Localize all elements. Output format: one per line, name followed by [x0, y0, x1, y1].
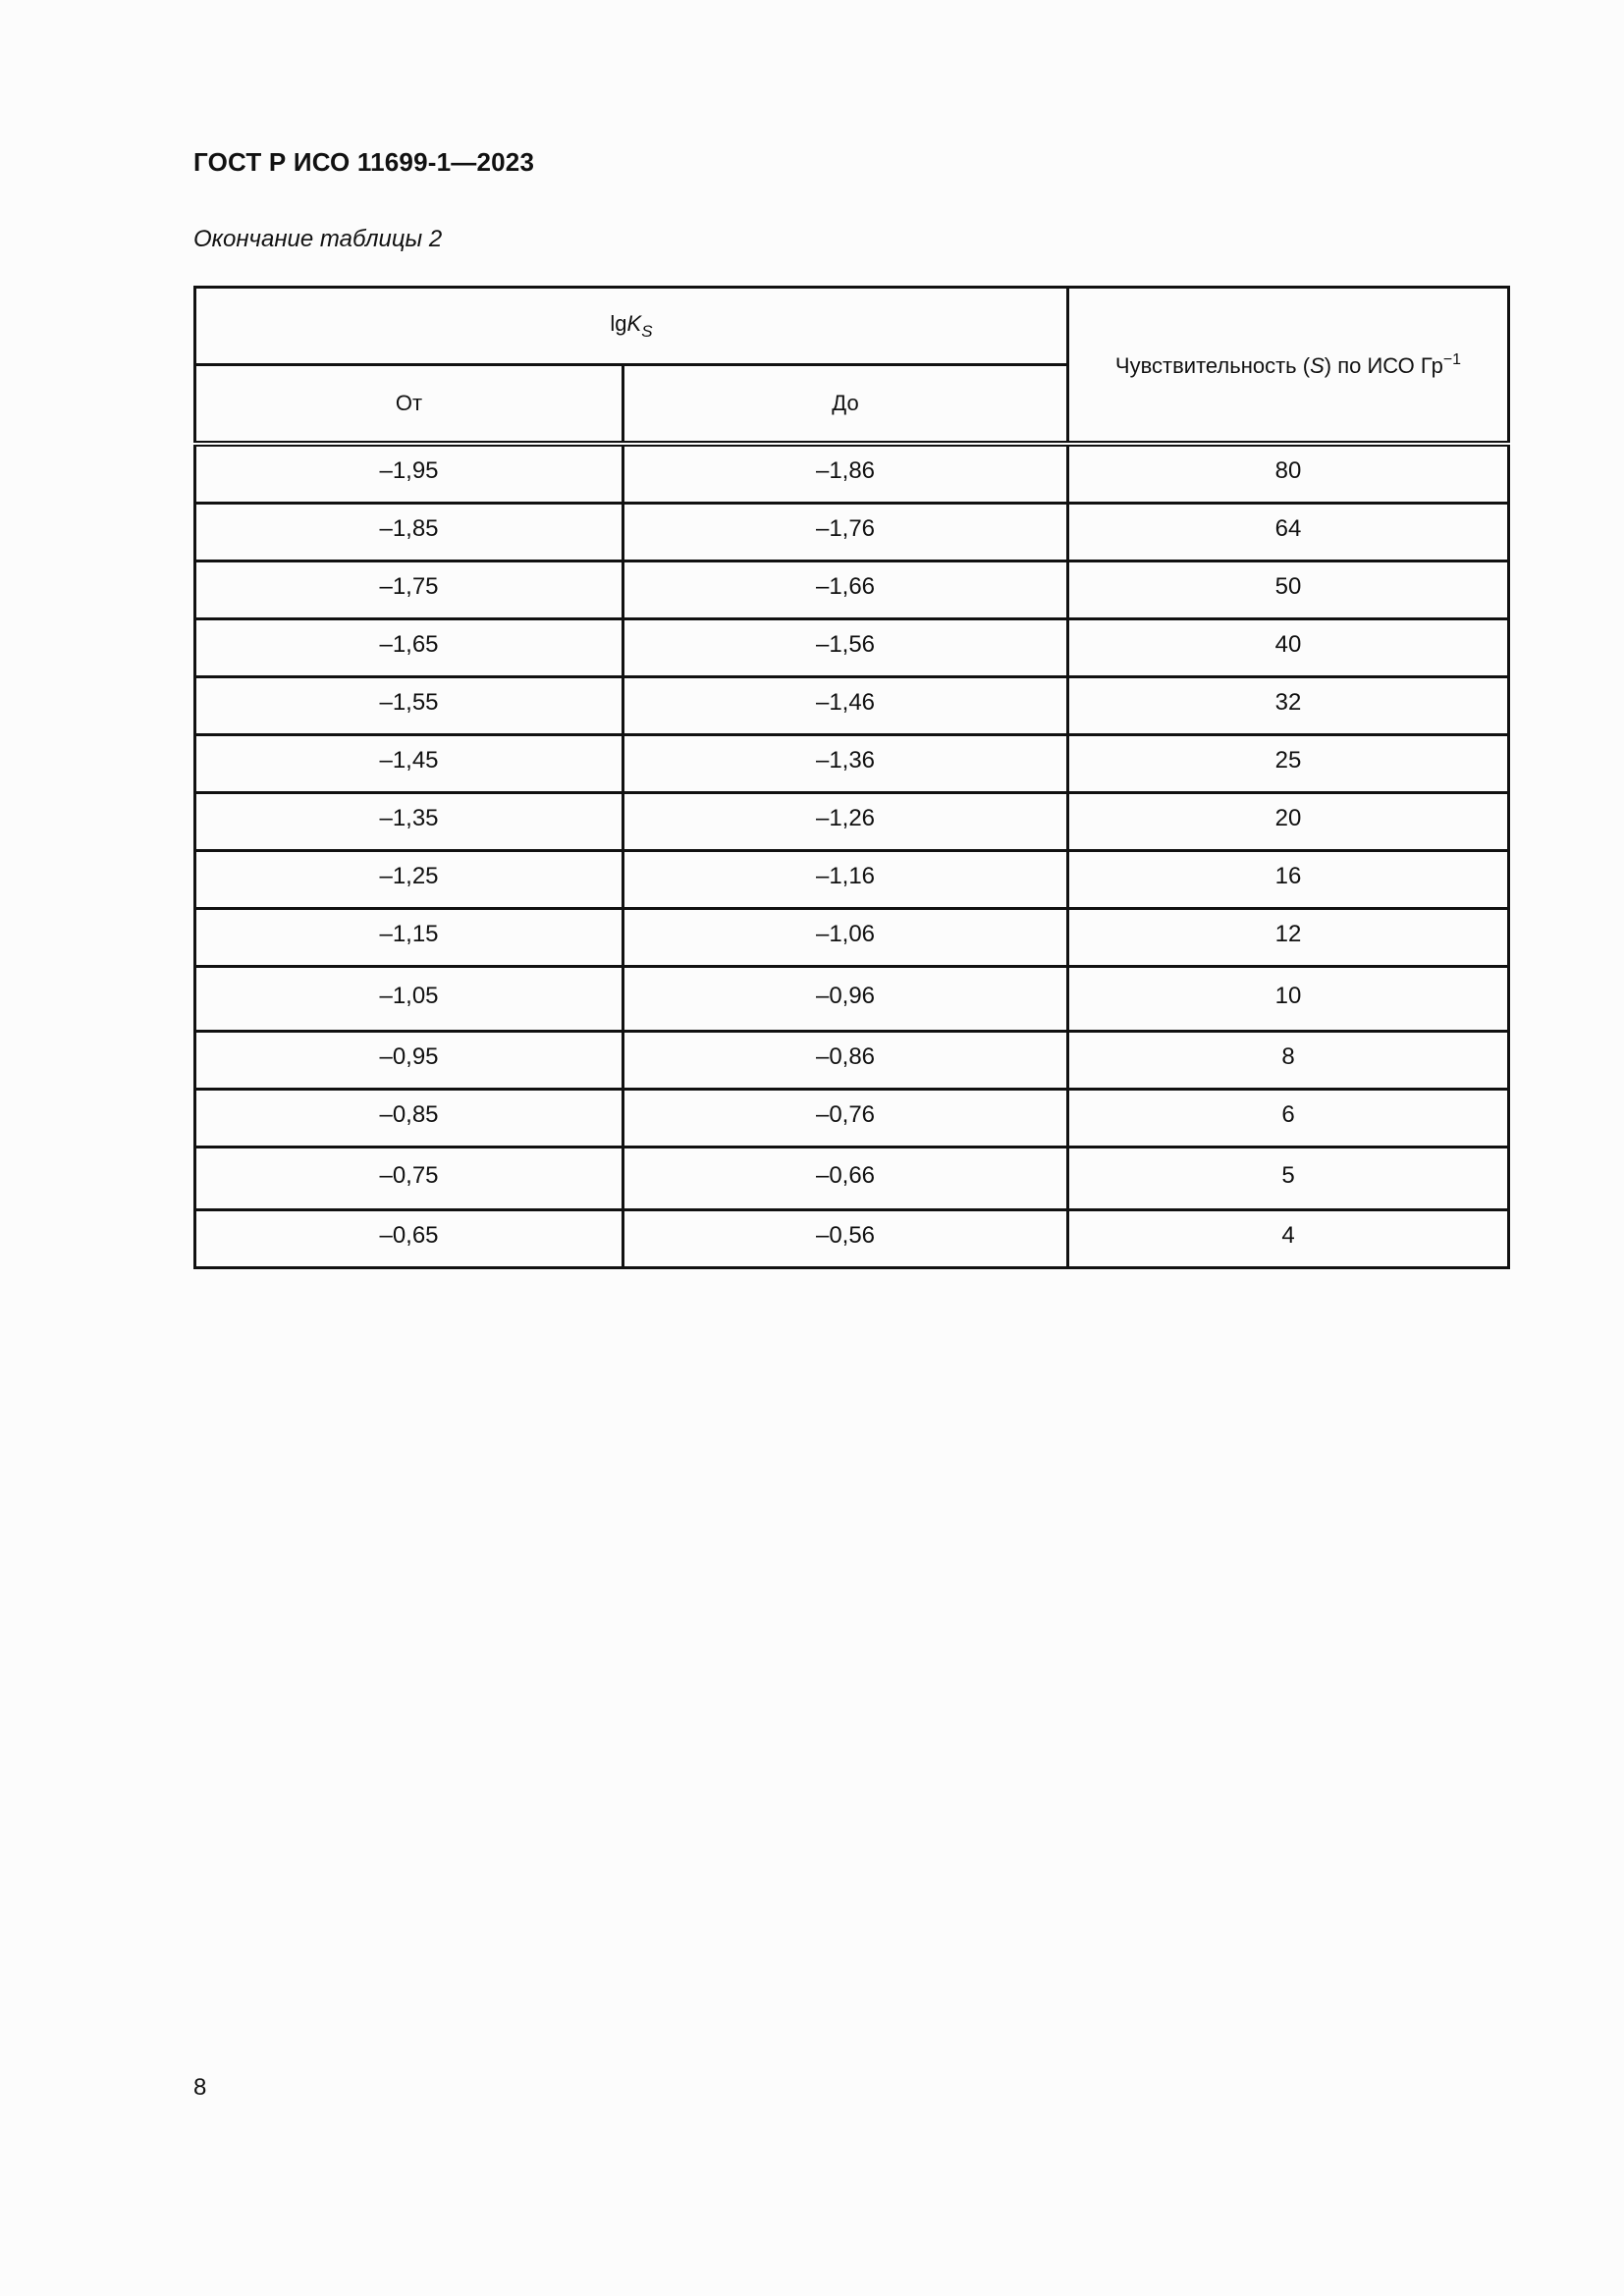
cell-to: –1,36 — [623, 735, 1068, 793]
sensitivity-header-superscript: −1 — [1442, 350, 1462, 368]
cell-to: –0,96 — [623, 967, 1068, 1032]
cell-from: –1,95 — [195, 444, 623, 504]
cell-sensitivity: 16 — [1068, 851, 1509, 909]
table-row — [195, 444, 1509, 504]
lgks-group-header — [195, 288, 1068, 365]
cell-from: –0,95 — [195, 1032, 623, 1090]
cell-sensitivity: 80 — [1068, 444, 1509, 504]
table-row — [195, 1090, 1509, 1148]
cell-sensitivity: 8 — [1068, 1032, 1509, 1090]
cell-to: –0,56 — [623, 1210, 1068, 1268]
cell-sensitivity: 4 — [1068, 1210, 1509, 1268]
sensitivity-header-symbol: S — [1310, 352, 1325, 378]
document-header: ГОСТ Р ИСО 11699-1—2023 — [193, 147, 535, 177]
cell-sensitivity: 32 — [1068, 677, 1509, 735]
column-header-from: От — [195, 365, 623, 445]
cell-to: –1,26 — [623, 793, 1068, 851]
table-row — [195, 1210, 1509, 1268]
cell-to: –1,56 — [623, 619, 1068, 677]
cell-sensitivity: 6 — [1068, 1090, 1509, 1148]
cell-from: –1,75 — [195, 561, 623, 619]
cell-sensitivity: 5 — [1068, 1148, 1509, 1210]
cell-sensitivity: 20 — [1068, 793, 1509, 851]
table-row — [195, 561, 1509, 619]
cell-to: –1,66 — [623, 561, 1068, 619]
table-row — [195, 504, 1509, 561]
sensitivity-table — [193, 286, 1510, 1269]
lgks-prefix: lg — [610, 310, 627, 336]
table-row — [195, 1148, 1509, 1210]
table-body — [195, 444, 1509, 1268]
cell-from: –1,25 — [195, 851, 623, 909]
table-caption: Окончание таблицы 2 — [193, 226, 443, 252]
table-row — [195, 619, 1509, 677]
table-row — [195, 793, 1509, 851]
table-row — [195, 1032, 1509, 1090]
table-row — [195, 851, 1509, 909]
table-header-row — [195, 288, 1509, 365]
table-row — [195, 967, 1509, 1032]
cell-from: –0,65 — [195, 1210, 623, 1268]
cell-sensitivity: 50 — [1068, 561, 1509, 619]
cell-sensitivity: 64 — [1068, 504, 1509, 561]
sensitivity-header — [1068, 288, 1509, 445]
cell-from: –1,85 — [195, 504, 623, 561]
cell-from: –1,45 — [195, 735, 623, 793]
cell-to: –0,86 — [623, 1032, 1068, 1090]
cell-to: –1,86 — [623, 444, 1068, 504]
cell-to: –0,76 — [623, 1090, 1068, 1148]
sensitivity-header-before: Чувствительность ( — [1114, 352, 1311, 378]
table-row — [195, 735, 1509, 793]
cell-to: –1,06 — [623, 909, 1068, 967]
cell-from: –1,35 — [195, 793, 623, 851]
lgks-symbol: K — [626, 310, 642, 336]
page-number: 8 — [193, 2074, 207, 2101]
sensitivity-header-after: ) по ИСО Гр — [1324, 352, 1443, 378]
cell-sensitivity: 10 — [1068, 967, 1509, 1032]
cell-sensitivity: 12 — [1068, 909, 1509, 967]
cell-from: –1,05 — [195, 967, 623, 1032]
cell-from: –1,65 — [195, 619, 623, 677]
cell-from: –1,15 — [195, 909, 623, 967]
table-row — [195, 909, 1509, 967]
cell-from: –0,75 — [195, 1148, 623, 1210]
lgks-subscript: S — [641, 321, 653, 341]
cell-sensitivity: 40 — [1068, 619, 1509, 677]
cell-to: –1,46 — [623, 677, 1068, 735]
table-row — [195, 677, 1509, 735]
cell-to: –0,66 — [623, 1148, 1068, 1210]
cell-to: –1,16 — [623, 851, 1068, 909]
column-header-to: До — [623, 365, 1068, 445]
cell-to: –1,76 — [623, 504, 1068, 561]
cell-from: –1,55 — [195, 677, 623, 735]
cell-sensitivity: 25 — [1068, 735, 1509, 793]
cell-from: –0,85 — [195, 1090, 623, 1148]
